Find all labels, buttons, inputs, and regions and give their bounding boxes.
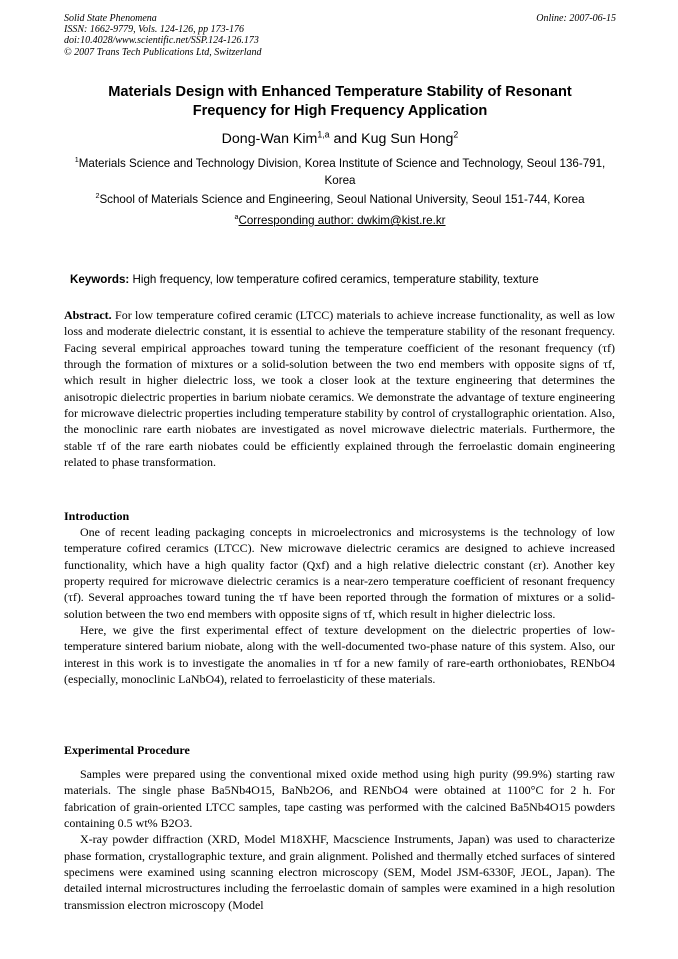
- corresponding-sup: a: [234, 212, 239, 222]
- exp-paragraph-1: Samples were prepared using the conventional mixed oxide method using high purity (99.9%) starting raw materials. The single phase Ba5Nb4O15, BaNb2O6, and RENbO4 were obtained at 1100°C for 2 h. For fabrication of grain-oriented LTCC samples, tape casting was performed with the calcined Ba5Nb4O15 powders containing 0.5 wt% B2O3.: [64, 767, 615, 831]
- issn-line: ISSN: 1662-9779, Vols. 124-126, pp 173-176: [64, 24, 244, 36]
- intro-paragraph-2: Here, we give the first experimental effect of texture development on the dielectric properties of low-temperature sintered barium niobate, along with the well-documented two-phase nature of this system. Also, our interest in this work is to investigate the anomalies in τf for a new family of rare-earth orthoniobates, RENbO4 (especially, monoclinic LaNbO4), related to ferroelasticity of these materials.: [64, 623, 615, 687]
- experimental-heading: Experimental Procedure: [64, 743, 190, 757]
- title-line-1: Materials Design with Enhanced Temperature Stability of Resonant: [108, 84, 572, 100]
- online-date: Online: 2007-06-15: [536, 13, 616, 24]
- journal-header: [64, 13, 616, 58]
- experimental-body: [64, 766, 615, 913]
- affiliation-1: [66, 156, 614, 189]
- journal-name: Solid State Phenomena: [64, 13, 157, 24]
- introduction-heading: Introduction: [64, 509, 130, 523]
- affiliation-2-sup: 2: [95, 191, 100, 201]
- author-1-sup: 1,a: [317, 129, 330, 140]
- affiliation-1-text: Materials Science and Technology Division, Korea Institute of Science and Technology, Seoul 136-791, Korea: [78, 157, 606, 187]
- title-line-2: Frequency for High Frequency Application: [192, 102, 488, 119]
- affiliation-2-text: School of Materials Science and Engineering, Seoul National University, Seoul 151-744, Korea: [99, 193, 585, 206]
- abstract-label: Abstract.: [64, 308, 112, 322]
- author-2: and Kug Sun Hong: [329, 131, 454, 147]
- doi-line: doi:10.4028/www.scientific.net/SSP.124-126.173: [64, 35, 259, 47]
- author-2-sup: 2: [453, 129, 459, 140]
- introduction-body: [64, 524, 615, 687]
- affiliation-1-sup: 1: [74, 155, 79, 165]
- affiliation-2: [66, 192, 614, 209]
- abstract-text: For low temperature cofired ceramic (LTCC) materials to achieve increase functionality, as well as low loss and moderate dielectric constant, it is essential to achieve the temperature stability of the resonant frequency. Facing several empirical approaches toward tuning the temperature coefficient of the resonant frequency (τf) through the formation of mixtures or a solid-solution between the two end members with opposite signs of τf, which result in higher dielectric loss, we took a closer look at the texture engineering that determines the anisotropic dielectric properties in barium niobate ceramics. We demonstrate the advantage of texture engineering for microwave dielectric properties including temperature stability by control of crystallographic orientation. Also, the monoclinic rare earth niobates are investigated as novel microwave dielectric materials. Furthermore, the stable τf of the rare earth niobates could be efficiently explained through the ferroelastic domain engineering related to phase transformation.: [64, 308, 615, 470]
- exp-paragraph-2: X-ray powder diffraction (XRD, Model M18XHF, Macscience Instruments, Japan) was used to characterize phase formation, crystallographic texture, and grain alignment. Polished and thermally etched surfaces of sintered specimens were examined using scanning electron microscopy (SEM, Model JSM-6330F, JEOL, Japan). The detailed internal microstructures including the ferroelastic domain of samples were examined in a high resolution transmission electron microscopy (Model: [64, 832, 615, 912]
- paper-title: [60, 83, 620, 120]
- corresponding-author-link[interactable]: Corresponding author: dwkim@kist.re.kr: [238, 214, 446, 227]
- intro-paragraph-1: One of recent leading packaging concepts in microelectronics and microsystems is the technology of low temperature cofired ceramics (LTCC). New microwave dielectric ceramics are designed to achieve increased functionality, which have a high quality factor (Qxf) and a high relative dielectric constant (εr). Another key property required for microwave dielectric ceramics is a near-zero temperature coefficient of resonant frequency (τf). Several approaches toward tuning the τf have been reported through the formation of mixtures or a solid-solution between the two end members with opposite signs of τf, which result in higher dielectric loss.: [64, 525, 615, 621]
- keywords: [70, 272, 618, 287]
- keywords-label: Keywords:: [70, 273, 130, 286]
- author-list: [60, 130, 620, 148]
- copyright-line: © 2007 Trans Tech Publications Ltd, Switzerland: [64, 46, 262, 58]
- author-1: Dong-Wan Kim: [221, 131, 318, 147]
- corresponding-author: [66, 213, 614, 230]
- keywords-text: High frequency, low temperature cofired ceramics, temperature stability, texture: [129, 273, 539, 286]
- abstract: [64, 307, 615, 470]
